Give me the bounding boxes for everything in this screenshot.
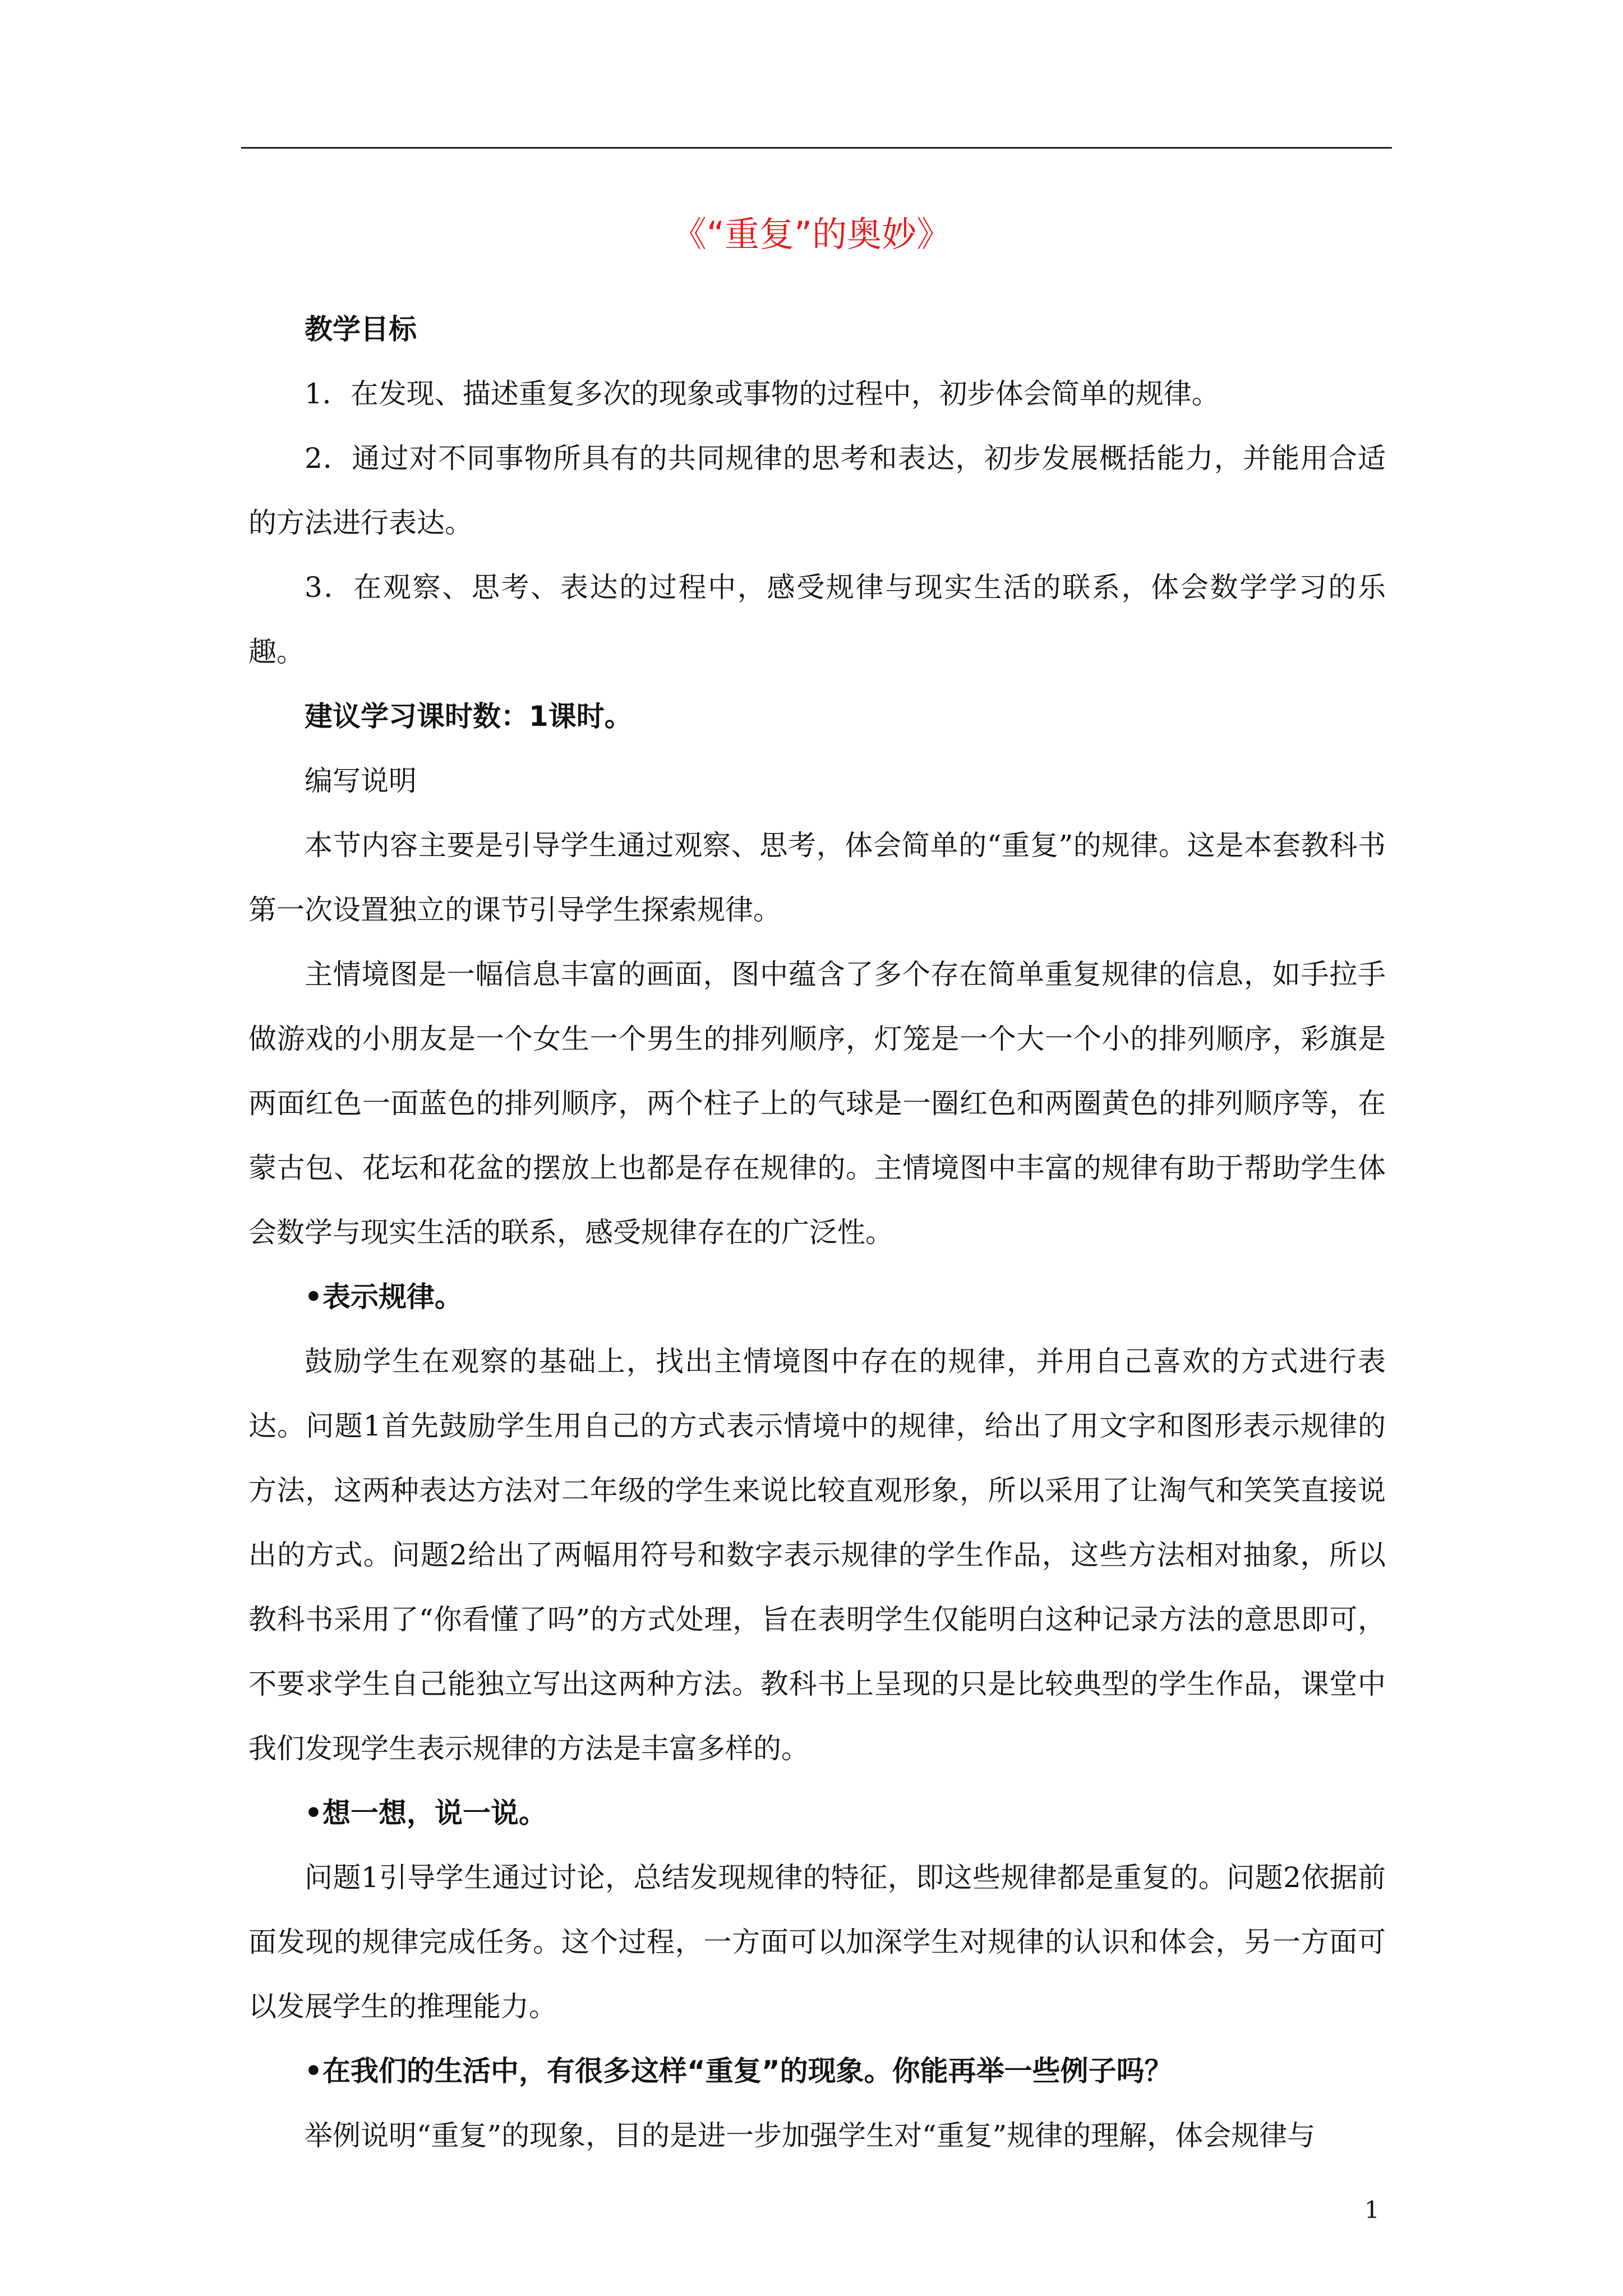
section-heading-writing-notes: 编写说明	[305, 765, 417, 797]
document-title: 《“重复”的奥妙》	[671, 214, 952, 255]
body-paragraph: 问题1引导学生通过讨论，总结发现规律的特征，即这些规律都是重复的。问题2依据前面发现的规律完成任务。这个过程，一方面可以加深学生对规律的认识和体会，另一方面可以发展学生的推理能力。	[248, 1861, 1386, 2023]
suggested-lesson-count: 建议学习课时数：1课时。	[305, 700, 633, 733]
objective-item-1: 1．在发现、描述重复多次的现象或事物的过程中，初步体会简单的规律。	[305, 378, 1220, 410]
body-paragraph: 本节内容主要是引导学生通过观察、思考，体会简单的“重复”的规律。这是本套教科书第一次设置独立的课节引导学生探索规律。	[248, 829, 1386, 926]
bullet-heading-think-and-say: •想一想，说一说。	[305, 1797, 547, 1829]
bullet-heading-life-examples: •在我们的生活中，有很多这样“重复”的现象。你能再举一些例子吗？	[305, 2055, 1173, 2087]
body-paragraph: 举例说明“重复”的现象，目的是进一步加强学生对“重复”规律的理解，体会规律与	[305, 2119, 1316, 2152]
objective-item-3: 3．在观察、思考、表达的过程中，感受规律与现实生活的联系，体会数学学习的乐趣。	[248, 571, 1386, 668]
bullet-heading-express-patterns: •表示规律。	[305, 1281, 463, 1313]
page-number: 1	[1364, 2196, 1380, 2224]
body-paragraph: 主情境图是一幅信息丰富的画面，图中蕴含了多个存在简单重复规律的信息，如手拉手做游戏的小朋友是一个女生一个男生的排列顺序，灯笼是一个大一个小的排列顺序，彩旗是两面红色一面蓝色的排列顺序，两个柱子上的气球是一圈红色和两圈黄色的排列顺序等，在蒙古包、花坛和花盆的摆放上也都是存在规律的。主情境图中丰富的规律有助于帮助学生体会数学与现实生活的联系，感受规律存在的广泛性。	[248, 958, 1386, 1249]
objective-item-2: 2．通过对不同事物所具有的共同规律的思考和表达，初步发展概括能力，并能用合适的方法进行表达。	[248, 442, 1386, 539]
document-body	[248, 297, 1386, 2168]
header-rule	[241, 147, 1392, 149]
section-heading-objectives: 教学目标	[305, 313, 417, 346]
body-paragraph: 鼓励学生在观察的基础上，找出主情境图中存在的规律，并用自己喜欢的方式进行表达。问题1首先鼓励学生用自己的方式表示情境中的规律，给出了用文字和图形表示规律的方法，这两种表达方法对二年级的学生来说比较直观形象，所以采用了让淘气和笑笑直接说出的方式。问题2给出了两幅用符号和数字表示规律的学生作品，这些方法相对抽象，所以教科书采用了“你看懂了吗”的方式处理，旨在表明学生仅能明白这种记录方法的意思即可，不要求学生自己能独立写出这两种方法。教科书上呈现的只是比较典型的学生作品，课堂中我们发现学生表示规律的方法是丰富多样的。	[248, 1345, 1386, 1765]
